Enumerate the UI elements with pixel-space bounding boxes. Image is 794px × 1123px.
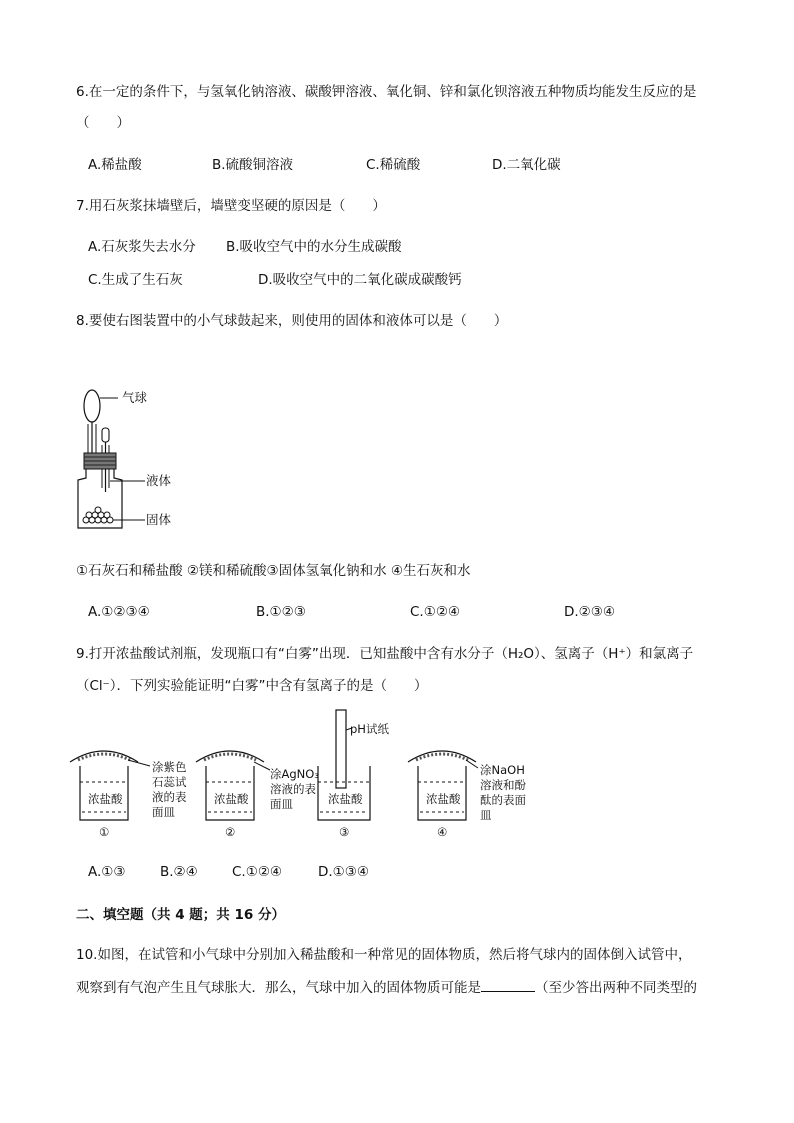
q9-label1-line3: 液的表 — [152, 790, 187, 804]
q9-beaker-1 — [70, 751, 150, 820]
q7-option-d: D.吸收空气中的二氧化碳成碳酸钙 — [258, 272, 462, 288]
q10-answer-blank[interactable] — [481, 977, 535, 992]
q9-option-a: A.①③ — [88, 864, 126, 880]
q9-beaker-4-label: 浓盐酸 — [426, 792, 461, 806]
q9-label-ph-paper: pH试纸 — [350, 722, 389, 736]
q9-label4-line1: 涂NaOH — [480, 763, 525, 777]
q9-number-2: ② — [225, 825, 236, 839]
q9-label4-line2: 溶液和酚 — [480, 778, 526, 792]
q9-beaker-1-label: 浓盐酸 — [88, 792, 123, 806]
q9-number-3: ③ — [339, 825, 350, 839]
q9-label1-line1: 涂紫色 — [152, 760, 187, 774]
q9-label2-line1: 涂AgNO₃ — [270, 767, 319, 781]
q9-stem-line1: 9.打开浓盐酸试剂瓶，发现瓶口有“白雾”出现．已知盐酸中含有水分子（H₂O）、氢离子（H⁺）和氯离子 — [76, 646, 694, 662]
section-2-title: 二、填空题（共 4 题；共 16 分） — [76, 907, 285, 923]
q9-number-1: ① — [99, 825, 110, 839]
q9-label2-line2: 溶液的表 — [270, 782, 316, 796]
q8-option-c: C.①②④ — [410, 604, 461, 620]
q6-option-b: B.硫酸铜溶液 — [212, 157, 294, 173]
q8-stem: 8.要使右图装置中的小气球鼓起来，则使用的固体和液体可以是（ ） — [76, 313, 508, 329]
q10-line2 — [76, 977, 697, 997]
q6-option-d: D.二氧化碳 — [492, 157, 561, 173]
q8-label-balloon: 气球 — [122, 390, 148, 405]
q6-paren: （ ） — [76, 115, 130, 131]
q7-stem: 7.用石灰浆抹墙壁后，墙壁变坚硬的原因是（ ） — [76, 198, 386, 214]
q8-option-a: A.①②③④ — [88, 604, 150, 620]
q9-beaker-4 — [408, 751, 478, 820]
q9-label4-line3: 酞的表面 — [480, 793, 526, 807]
q10-line1: 10.如图，在试管和小气球中分别加入稀盐酸和一种常见的固体物质，然后将气球内的固体倒入试管中， — [76, 947, 692, 963]
q9-label1-line2: 石蕊试 — [152, 775, 187, 789]
q9-label4-line4: 皿 — [480, 808, 492, 822]
q10-line2-text-b: （至少答出两种不同类型的 — [535, 980, 697, 996]
q9-beaker-3-label: 浓盐酸 — [328, 792, 363, 806]
q9-stem-line2: （Cl⁻）．下列实验能证明“白雾”中含有氢离子的是（ ） — [76, 678, 428, 694]
q9-option-d: D.①③④ — [318, 864, 369, 880]
q9-option-c: C.①②④ — [232, 864, 283, 880]
q7-option-c: C.生成了生石灰 — [88, 272, 183, 288]
q9-beaker-2 — [196, 751, 270, 820]
q7-option-a: A.石灰浆失去水分 — [88, 239, 196, 255]
q8-option-b: B.①②③ — [256, 604, 306, 620]
q9-number-4: ④ — [437, 825, 448, 839]
q8-option-d: D.②③④ — [564, 604, 615, 620]
q9-label1-line4: 面皿 — [152, 805, 175, 819]
q9-beaker-2-label: 浓盐酸 — [214, 792, 249, 806]
q7-option-b: B.吸收空气中的水分生成碳酸 — [226, 239, 402, 255]
q10-line2-text-a: 观察到有气泡产生且气球胀大．那么，气球中加入的固体物质可能是 — [76, 980, 481, 996]
q8-label-liquid: 液体 — [146, 473, 172, 488]
q9-option-b: B.②④ — [160, 864, 198, 880]
q9-label2-line3: 面皿 — [270, 797, 293, 811]
q8-choices: ①石灰石和稀盐酸 ②镁和稀硫酸③固体氢氧化钠和水 ④生石灰和水 — [76, 563, 471, 579]
q6-stem: 6.在一定的条件下，与氢氧化钠溶液、碳酸钾溶液、氧化铜、锌和氯化钡溶液五种物质均能发生反应的是 — [76, 84, 697, 100]
q6-option-a: A.稀盐酸 — [88, 157, 142, 173]
q6-option-c: C.稀硫酸 — [366, 157, 421, 173]
q8-label-solid: 固体 — [146, 512, 172, 527]
